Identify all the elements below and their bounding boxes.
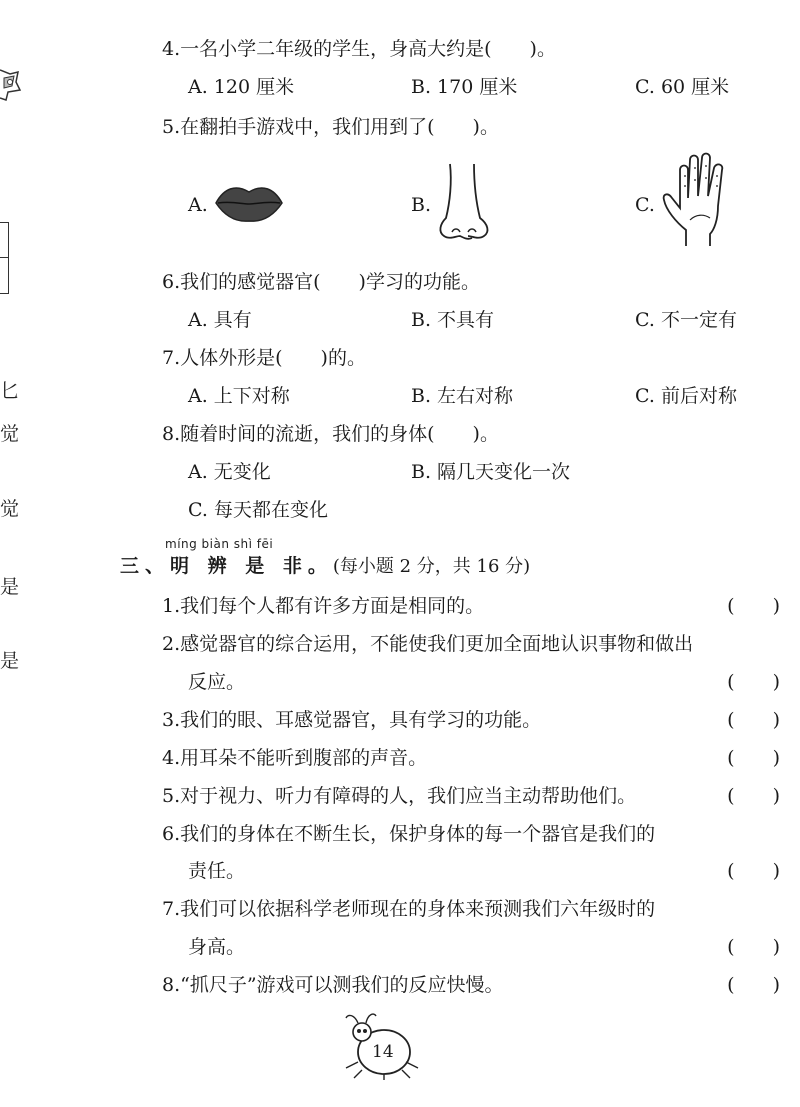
question-6-option-b: B. 不具有 bbox=[411, 309, 495, 331]
section-3-pinyin: míng biàn shì fēi bbox=[165, 537, 274, 551]
question-4-stem: 4.一名小学二年级的学生，身高大约是( )。 bbox=[162, 38, 556, 60]
score-box-fragment bbox=[0, 222, 9, 294]
question-7-stem: 7.人体外形是( )的。 bbox=[162, 347, 366, 369]
tf-item-6: 6.我们的身体在不断生长，保护身体的每一个器官是我们的 bbox=[162, 823, 656, 845]
question-4-option-b: B. 170 厘米 bbox=[411, 76, 518, 98]
question-7-option-a: A. 上下对称 bbox=[188, 385, 290, 407]
question-4-option-c: C. 60 厘米 bbox=[635, 76, 730, 98]
tf-item-2-continuation: 反应。 bbox=[188, 671, 246, 693]
tf-item-8: 8.“抓尺子”游戏可以测我们的反应快慢。 bbox=[162, 974, 504, 996]
tf-item-6-answer-blank[interactable]: ( ) bbox=[727, 860, 780, 882]
section-3-header bbox=[120, 557, 530, 576]
margin-fragment: 觉 bbox=[0, 423, 20, 445]
question-8-stem: 8.随着时间的流逝，我们的身体( )。 bbox=[162, 423, 499, 445]
tf-item-5-answer-blank[interactable]: ( ) bbox=[727, 785, 780, 807]
cartoon-fragment-icon bbox=[0, 62, 24, 102]
tf-item-7-answer-blank[interactable]: ( ) bbox=[727, 936, 780, 958]
question-7-option-b: B. 左右对称 bbox=[411, 385, 514, 407]
question-5-option-a: A. bbox=[188, 194, 208, 216]
tf-item-4: 4.用耳朵不能听到腹部的声音。 bbox=[162, 747, 428, 769]
question-6-stem: 6.我们的感觉器官( )学习的功能。 bbox=[162, 271, 480, 293]
tf-item-8-answer-blank[interactable]: ( ) bbox=[727, 974, 780, 996]
tf-item-6-continuation: 责任。 bbox=[188, 860, 246, 882]
page-number: 14 bbox=[372, 1042, 394, 1062]
question-7-option-c: C. 前后对称 bbox=[635, 385, 737, 407]
question-4-option-a: A. 120 厘米 bbox=[188, 76, 295, 98]
margin-fragment: 是 bbox=[0, 650, 20, 672]
question-5-option-c: C. bbox=[635, 194, 655, 216]
tf-item-1-answer-blank[interactable]: ( ) bbox=[727, 595, 780, 617]
question-8-option-a: A. 无变化 bbox=[188, 461, 271, 483]
tf-item-2-answer-blank[interactable]: ( ) bbox=[727, 671, 780, 693]
margin-fragment: 是 bbox=[0, 576, 20, 598]
question-6-option-c: C. 不一定有 bbox=[635, 309, 737, 331]
margin-fragment: 匕 bbox=[0, 380, 20, 402]
tf-item-1: 1.我们每个人都有许多方面是相同的。 bbox=[162, 595, 485, 617]
tf-item-7: 7.我们可以依据科学老师现在的身体来预测我们六年级时的 bbox=[162, 898, 656, 920]
tf-item-5: 5.对于视力、听力有障碍的人，我们应当主动帮助他们。 bbox=[162, 785, 637, 807]
question-5-stem: 5.在翻拍手游戏中，我们用到了( )。 bbox=[162, 116, 499, 138]
lips-icon bbox=[214, 182, 284, 224]
question-8-option-b: B. 隔几天变化一次 bbox=[411, 461, 571, 483]
section-3-title: 三、明 辨 是 非。 bbox=[120, 555, 333, 577]
tf-item-3: 3.我们的眼、耳感觉器官，具有学习的功能。 bbox=[162, 709, 542, 731]
tf-item-7-continuation: 身高。 bbox=[188, 936, 246, 958]
score-box-divider bbox=[0, 257, 8, 258]
margin-fragment: 觉 bbox=[0, 498, 20, 520]
question-6-option-a: A. 具有 bbox=[188, 309, 252, 331]
nose-icon bbox=[436, 162, 492, 244]
question-5-option-b: B. bbox=[411, 194, 432, 216]
tf-item-3-answer-blank[interactable]: ( ) bbox=[727, 709, 780, 731]
tf-item-2: 2.感觉器官的综合运用，不能使我们更加全面地认识事物和做出 bbox=[162, 633, 694, 655]
tf-item-4-answer-blank[interactable]: ( ) bbox=[727, 747, 780, 769]
hand-icon bbox=[660, 150, 740, 250]
question-8-option-c: C. 每天都在变化 bbox=[188, 499, 328, 521]
section-3-note: (每小题 2 分，共 16 分) bbox=[332, 556, 531, 577]
